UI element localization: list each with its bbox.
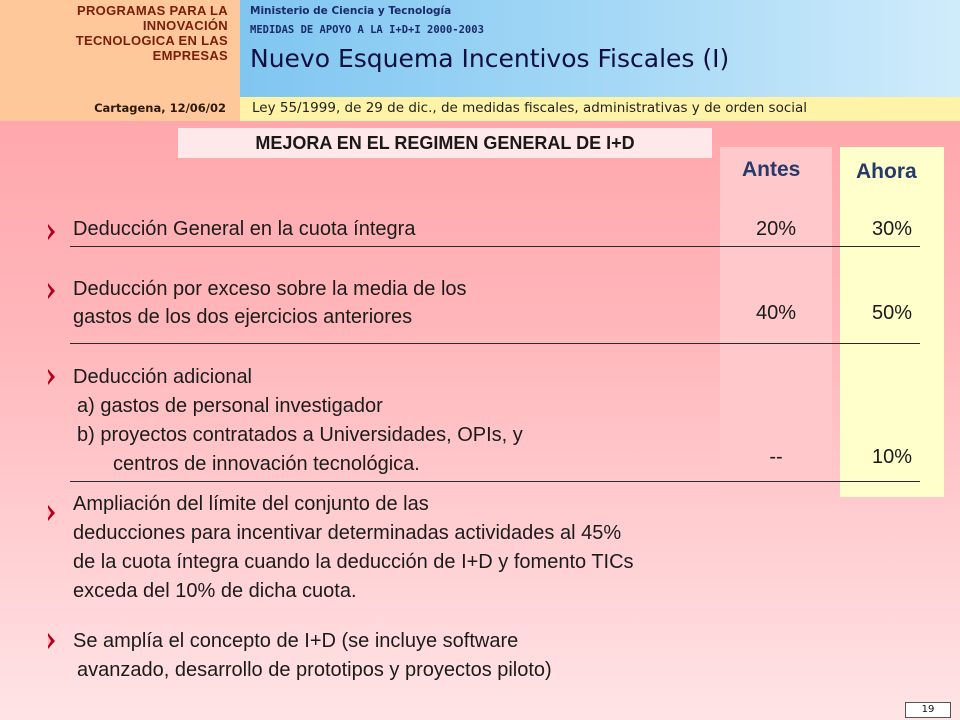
page-title: Nuevo Esquema Incentivos Fiscales (I) xyxy=(250,44,730,73)
chevron-right-icon xyxy=(48,369,55,385)
note-line: Ampliación del límite del conjunto de las xyxy=(73,493,429,515)
row-antes-value: 20% xyxy=(755,218,797,240)
law-reference: Ley 55/1999, de 29 de dic., de medidas fiscales, administrativas y de orden social xyxy=(252,100,808,116)
program-title-line: EMPRESAS xyxy=(152,48,228,63)
section-title: MEJORA EN EL REGIMEN GENERAL DE I+D xyxy=(178,128,712,158)
date-label: Cartagena, 12/06/02 xyxy=(94,101,226,115)
row-ahora-value: 10% xyxy=(871,446,913,468)
program-title-line: INNOVACIÓN xyxy=(142,18,228,33)
date-bar xyxy=(0,97,240,121)
row-label: Deducción adicional xyxy=(73,366,253,388)
note-line: exceda del 10% de dicha cuota. xyxy=(73,580,357,602)
chevron-right-icon xyxy=(48,283,55,299)
row-label: centros de innovación tecnológica. xyxy=(113,453,420,475)
antes-header: Antes xyxy=(742,158,801,181)
note-line: Se amplía el concepto de I+D (se incluye software xyxy=(73,630,519,652)
ahora-header: Ahora xyxy=(856,160,917,183)
row-divider xyxy=(70,343,920,344)
chevron-right-icon xyxy=(48,633,55,649)
program-title-line: PROGRAMAS PARA LA xyxy=(77,3,228,18)
row-antes-value: -- xyxy=(769,446,783,468)
program-title-block xyxy=(0,0,240,97)
law-bar xyxy=(240,97,960,121)
note-line: avanzado, desarrollo de prototipos y proyectos piloto) xyxy=(77,659,552,681)
row-label: Deducción General en la cuota íntegra xyxy=(73,218,416,240)
measures-label: MEDIDAS DE APOYO A LA I+D+I 2000-2003 xyxy=(250,24,484,36)
page-number: 19 xyxy=(905,702,951,718)
row-label: b) proyectos contratados a Universidades, OPIs, y xyxy=(77,424,523,446)
program-title-line: TECNOLOGICA EN LAS xyxy=(75,33,228,48)
row-ahora-value: 30% xyxy=(871,218,913,240)
row-label: Deducción por exceso sobre la media de los xyxy=(73,278,467,300)
row-divider xyxy=(70,246,920,247)
note-line: de la cuota íntegra cuando la deducción de I+D y fomento TICs xyxy=(73,551,634,573)
row-ahora-value: 50% xyxy=(871,302,913,324)
ministry-label: Ministerio de Ciencia y Tecnología xyxy=(250,5,452,17)
chevron-right-icon xyxy=(48,224,55,240)
row-label: a) gastos de personal investigador xyxy=(77,395,383,417)
row-label: gastos de los dos ejercicios anteriores xyxy=(73,306,413,328)
note-line: deducciones para incentivar determinadas actividades al 45% xyxy=(73,522,622,544)
header-banner xyxy=(240,0,960,97)
chevron-right-icon xyxy=(48,505,55,521)
row-divider xyxy=(70,481,920,482)
row-antes-value: 40% xyxy=(755,302,797,324)
